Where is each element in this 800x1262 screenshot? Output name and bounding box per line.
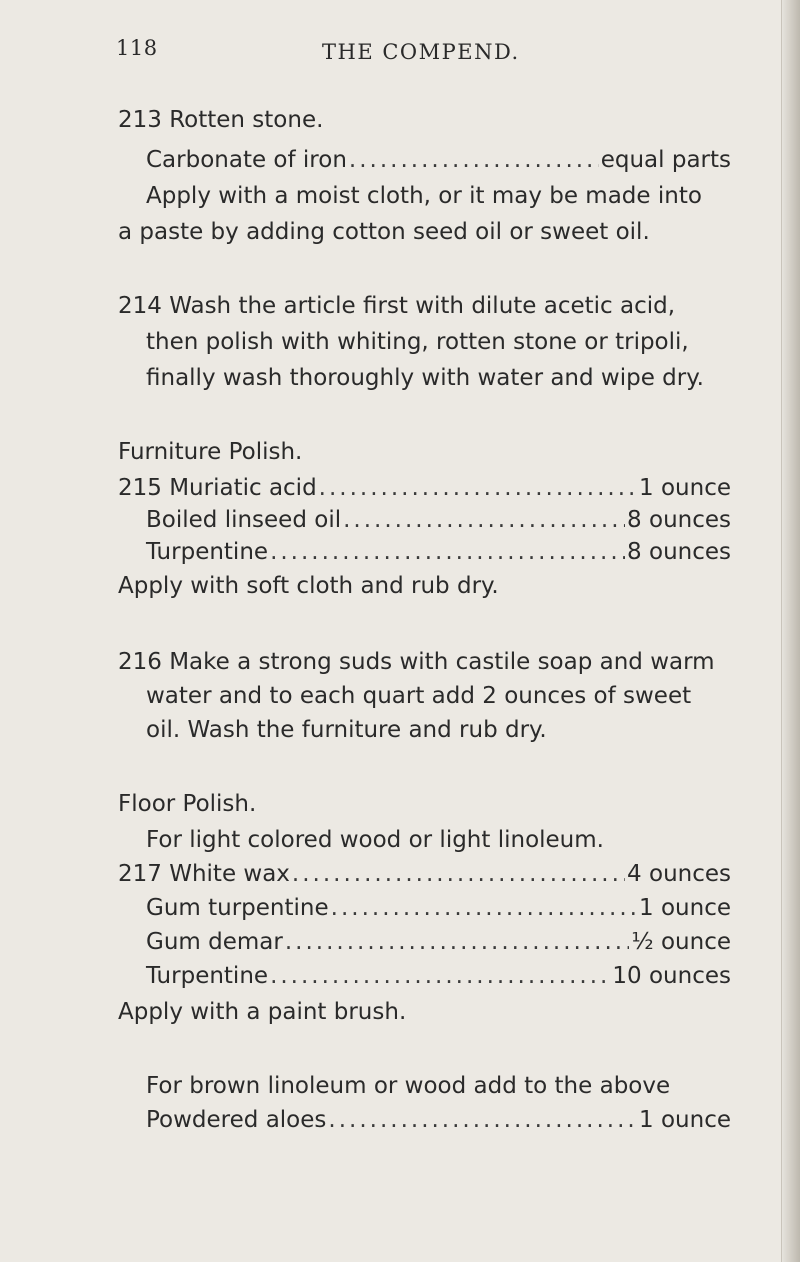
leader-dots [349, 144, 599, 176]
section-heading-floor: Floor Polish. [118, 791, 257, 817]
leader-dots [285, 926, 630, 958]
leader-dots [319, 472, 637, 504]
recipe-217-ingredient-1 [118, 858, 731, 890]
ingredient-label: Gum turpentine [146, 895, 329, 921]
page-number: 118 [116, 36, 158, 60]
recipe-216-text-3: oil. Wash the furniture and rub dry. [146, 717, 547, 743]
recipe-215-ingredient-1 [118, 472, 731, 504]
recipe-213-ingredient [146, 144, 731, 176]
leader-dots [328, 1104, 637, 1136]
leader-dots [270, 960, 610, 992]
page-edge [781, 0, 800, 1262]
recipe-216-text-1: 216 Make a strong suds with castile soap and warm [118, 649, 715, 675]
recipe-214-text-3: finally wash thoroughly with water and wipe dry. [146, 365, 704, 391]
leader-dots [343, 504, 625, 536]
recipe-215-ingredient-3 [146, 536, 731, 568]
recipe-214-text-2: then polish with whiting, rotten stone or tripoli, [146, 329, 689, 355]
ingredient-amount: 10 ounces [612, 963, 731, 989]
brown-linoleum-ingredient [146, 1104, 731, 1136]
recipe-217-ingredient-4 [146, 960, 731, 992]
recipe-213-title: 213 Rotten stone. [118, 107, 324, 133]
ingredient-amount: 8 ounces [627, 539, 731, 565]
leader-dots [270, 536, 625, 568]
ingredient-label: Powdered aloes [146, 1107, 327, 1133]
ingredient-label: 217 White wax [118, 861, 290, 887]
ingredient-amount: equal parts [600, 147, 731, 173]
ingredient-label: Turpentine [146, 539, 269, 565]
leader-dots [292, 858, 625, 890]
ingredient-amount: 1 ounce [639, 475, 731, 501]
running-head: THE COMPEND. [322, 40, 520, 64]
ingredient-label: 215 Muriatic acid [118, 475, 317, 501]
ingredient-label: Boiled linseed oil [146, 507, 342, 533]
ingredient-amount: ½ ounce [631, 929, 731, 955]
recipe-213-text-2: a paste by adding cotton seed oil or sweet oil. [118, 219, 650, 245]
section-heading-furniture: Furniture Polish. [118, 439, 303, 465]
recipe-216-text-2: water and to each quart add 2 ounces of sweet [146, 683, 692, 709]
ingredient-label: Carbonate of iron [146, 147, 347, 173]
recipe-217-ingredient-2 [146, 892, 731, 924]
ingredient-label: Gum demar [146, 929, 283, 955]
ingredient-amount: 8 ounces [627, 507, 731, 533]
brown-linoleum-text: For brown linoleum or wood add to the above [146, 1073, 671, 1099]
leader-dots [331, 892, 637, 924]
recipe-217-ingredient-3 [146, 926, 731, 958]
recipe-214-text-1: 214 Wash the article first with dilute acetic acid, [118, 293, 676, 319]
floor-polish-subheading: For light colored wood or light linoleum. [146, 827, 604, 853]
recipe-215-ingredient-2 [146, 504, 731, 536]
recipe-217-instructions: Apply with a paint brush. [118, 999, 407, 1025]
ingredient-label: Turpentine [146, 963, 269, 989]
recipe-215-instructions: Apply with soft cloth and rub dry. [118, 573, 499, 599]
ingredient-amount: 1 ounce [639, 895, 731, 921]
ingredient-amount: 4 ounces [627, 861, 731, 887]
recipe-213-text-1: Apply with a moist cloth, or it may be made into [146, 183, 702, 209]
ingredient-amount: 1 ounce [639, 1107, 731, 1133]
